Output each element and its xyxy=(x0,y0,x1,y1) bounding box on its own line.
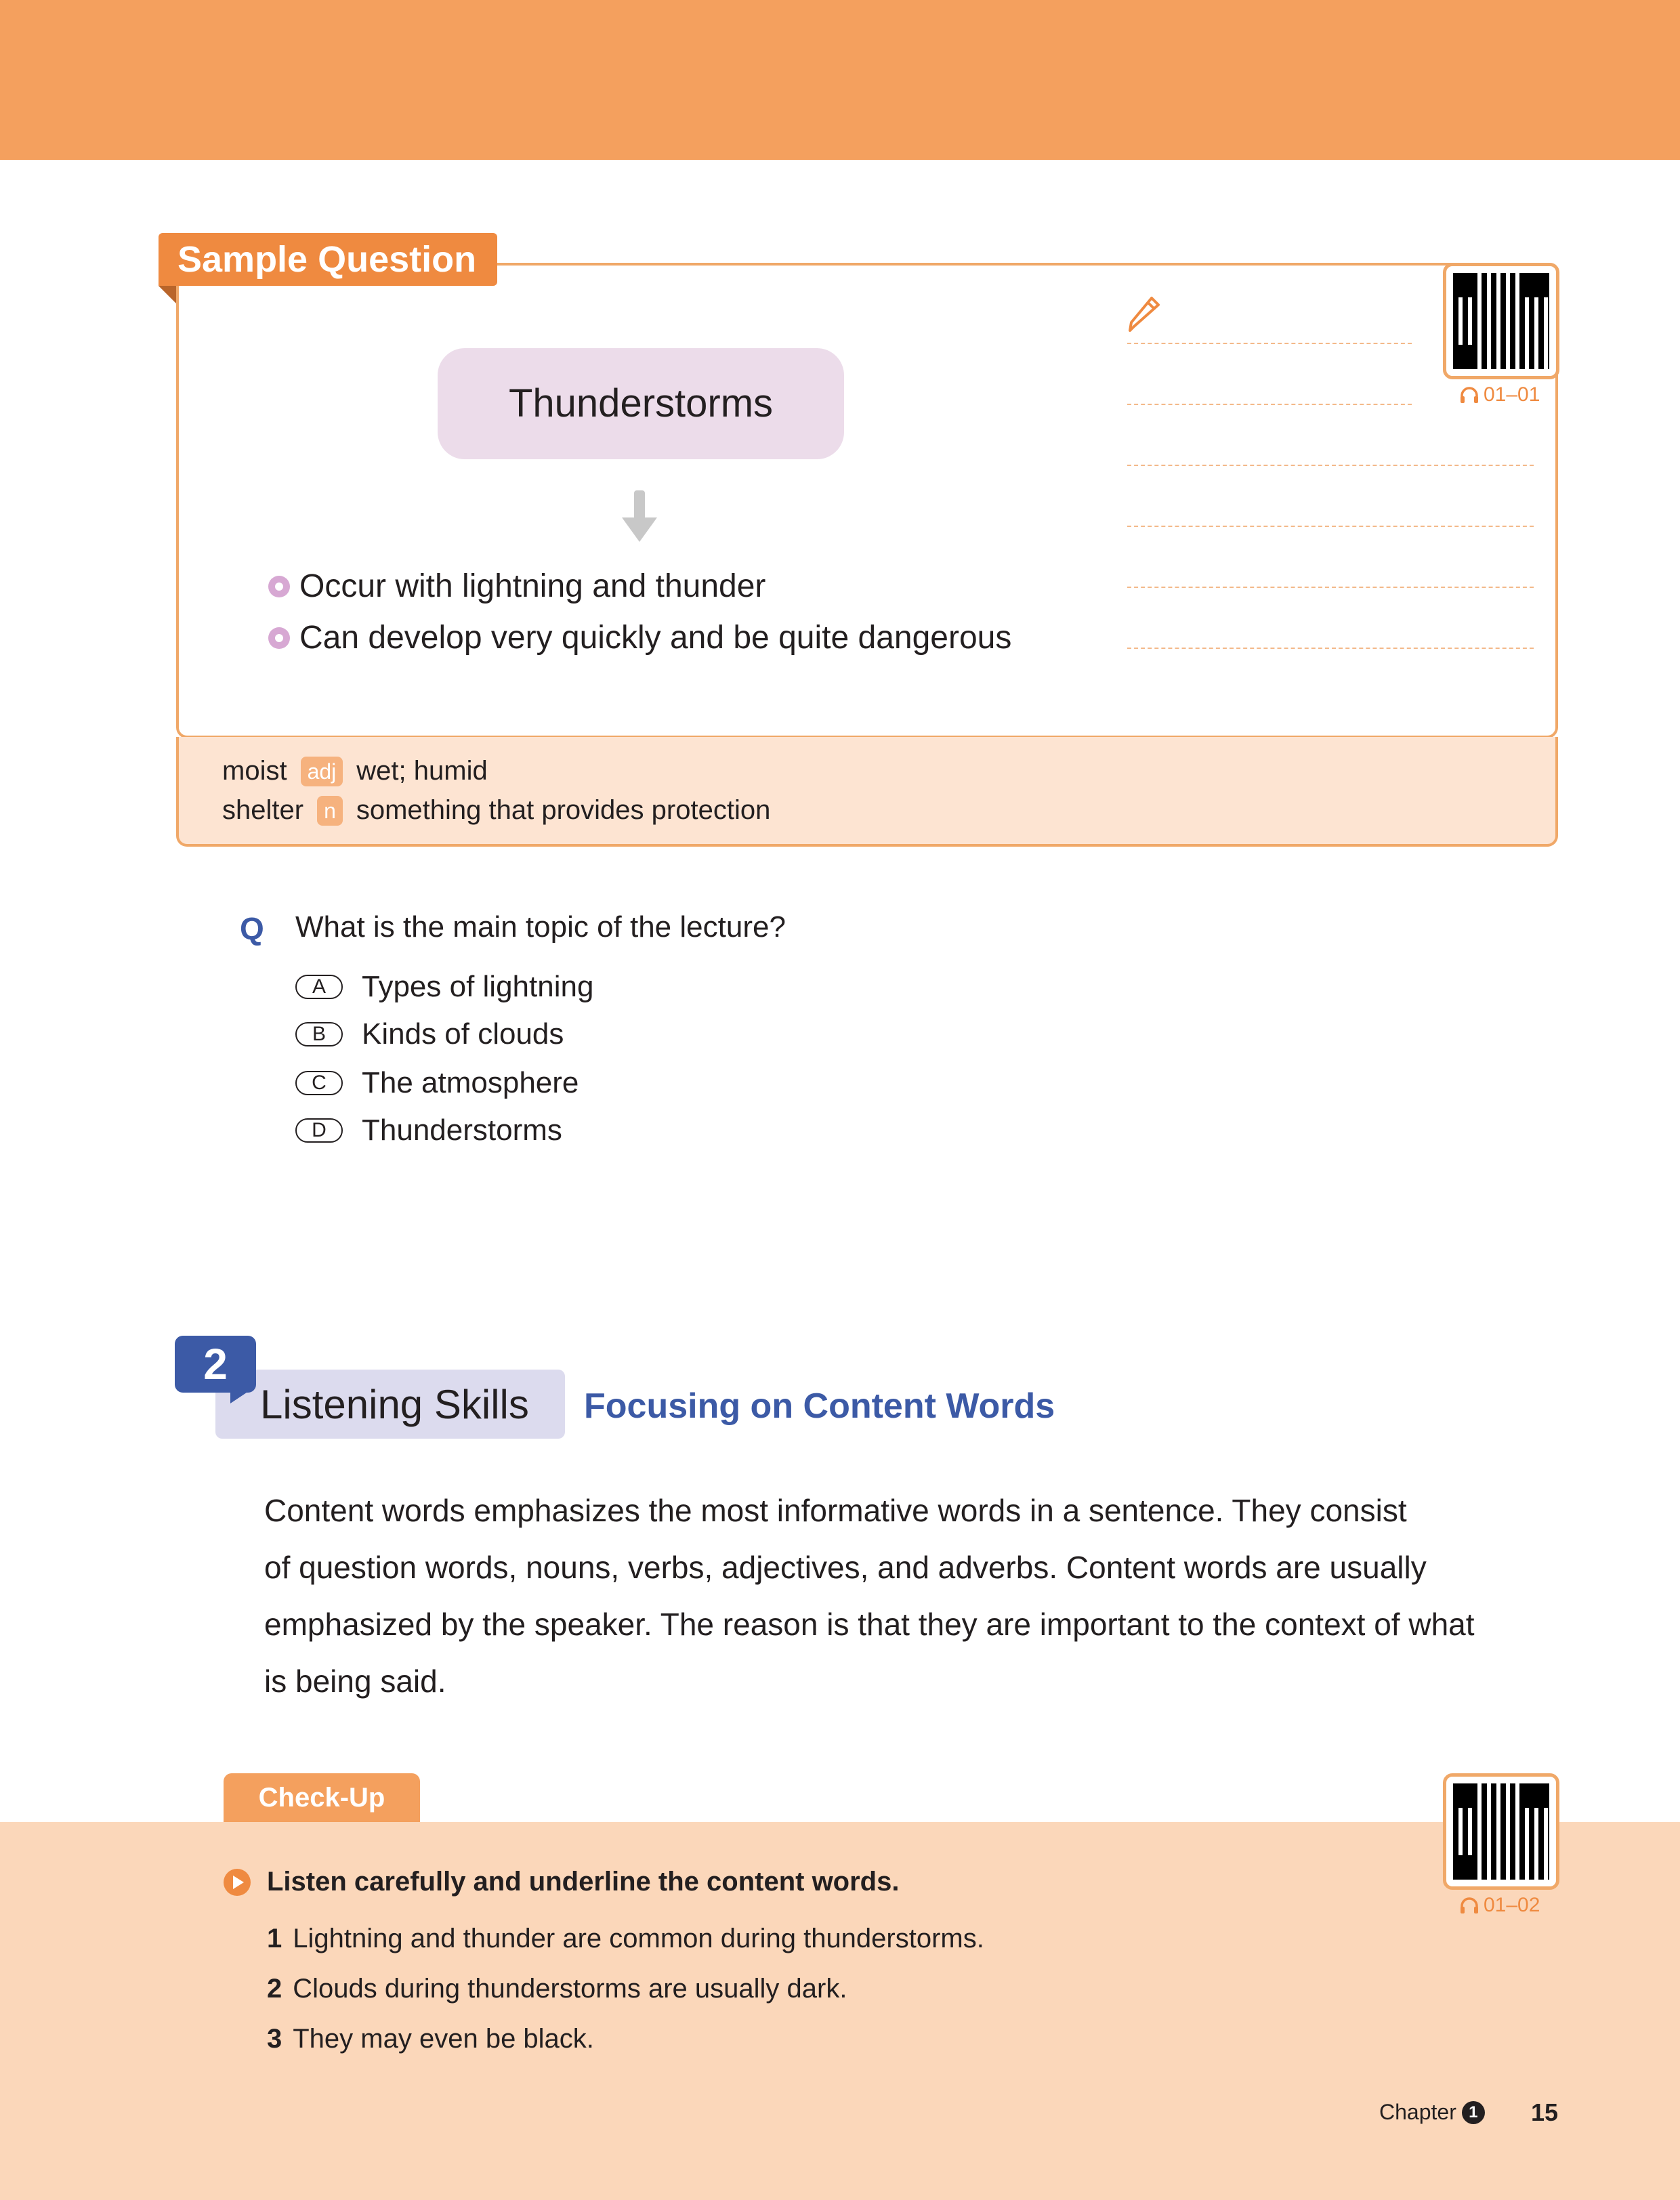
sample-question-tab: Sample Question xyxy=(159,233,497,286)
note-line xyxy=(1127,587,1534,588)
answer-option-a[interactable]: A Types of lightning xyxy=(295,970,593,1004)
topic-bullet: Occur with lightning and thunder xyxy=(268,568,765,605)
play-icon xyxy=(224,1869,251,1896)
section-title: Listening Skills xyxy=(260,1382,529,1427)
pencil-icon xyxy=(1125,293,1162,333)
question-letter: Q xyxy=(240,911,264,946)
qr-code[interactable] xyxy=(1443,1773,1559,1890)
bullet-icon xyxy=(268,576,290,597)
topic-bullet: Can develop very quickly and be quite dangerous xyxy=(268,619,1011,656)
option-badge: D xyxy=(295,1118,343,1143)
tab-fold xyxy=(159,286,176,303)
topic-pill: Thunderstorms xyxy=(438,348,844,459)
checkup-instruction: Listen carefully and underline the content words. xyxy=(224,1867,899,1897)
note-line xyxy=(1127,526,1534,527)
page-number: 15 xyxy=(1531,2098,1559,2126)
headphones-icon xyxy=(1459,1897,1479,1914)
note-line xyxy=(1127,465,1534,466)
sample-question-box xyxy=(176,263,1558,738)
pos-badge: adj xyxy=(301,757,343,786)
section-subtitle: Focusing on Content Words xyxy=(584,1387,1055,1426)
checkup-item: 2 Clouds during thunderstorms are usually dark. xyxy=(267,1974,847,2004)
option-badge: C xyxy=(295,1071,343,1095)
vocabulary-box xyxy=(176,737,1558,847)
vocab-row: moist adj wet; humid xyxy=(222,756,488,786)
section-number-badge: 2 xyxy=(175,1336,256,1393)
section-paragraph: Content words emphasizes the most informative words in a sentence. They consist of question words, nouns, verbs, adjectives, and adverbs. Content words are usually emphasized by the speaker. The reason is that they are important to the context of what is being said. xyxy=(264,1493,1475,1699)
question-text: What is the main topic of the lecture? xyxy=(295,910,786,944)
option-badge: B xyxy=(295,1022,343,1046)
checkup-item: 3 They may even be black. xyxy=(267,2024,594,2054)
bullet-icon xyxy=(268,627,290,649)
headphones-icon xyxy=(1459,386,1479,404)
answer-option-b[interactable]: B Kinds of clouds xyxy=(295,1017,564,1051)
answer-option-c[interactable]: C The atmosphere xyxy=(295,1066,579,1100)
audio-track-label: 01–02 xyxy=(1459,1894,1540,1917)
audio-track-label: 01–01 xyxy=(1459,383,1540,406)
note-line xyxy=(1127,343,1412,344)
note-line xyxy=(1127,648,1534,649)
pos-badge: n xyxy=(317,796,343,826)
checkup-tab: Check-Up xyxy=(224,1773,420,1822)
note-line xyxy=(1127,404,1412,405)
arrow-down-icon xyxy=(618,490,661,545)
answer-option-d[interactable]: D Thunderstorms xyxy=(295,1114,562,1147)
vocab-row: shelter n something that provides protection xyxy=(222,795,771,825)
option-badge: A xyxy=(295,975,343,999)
qr-code[interactable] xyxy=(1443,263,1559,379)
chapter-number: 1 xyxy=(1462,2101,1485,2124)
checkup-item: 1 Lightning and thunder are common during thunderstorms. xyxy=(267,1924,984,1953)
header-bar xyxy=(0,0,1680,160)
chapter-label: Chapter 1 xyxy=(1379,2100,1485,2125)
